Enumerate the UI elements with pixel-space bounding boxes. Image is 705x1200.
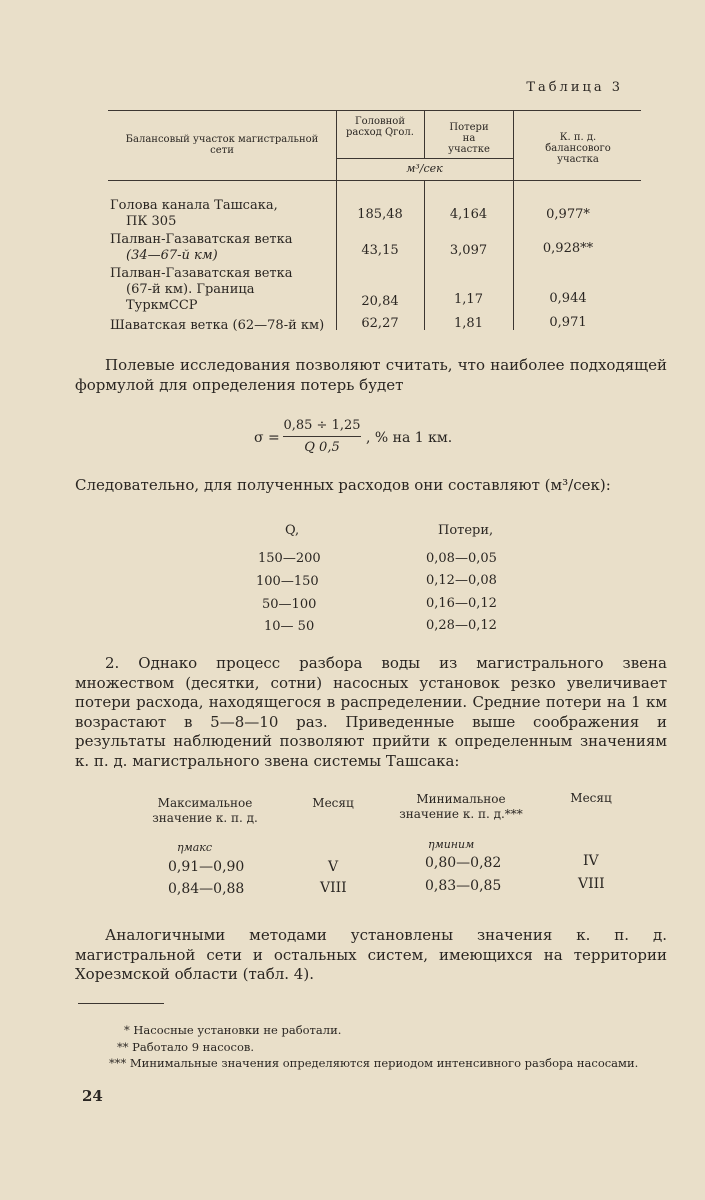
page-number: 24 — [82, 1087, 103, 1105]
row-name-line1: Палван-Газаватская ветка — [110, 232, 293, 247]
row-flow: 62,27 — [361, 316, 399, 331]
footnote-rule — [78, 1003, 164, 1004]
eff-symbol-min: ηминим — [428, 838, 475, 851]
table-row — [110, 266, 293, 314]
formula-rhs: , % на 1 км. — [366, 430, 453, 446]
row-name-line2: (34—67-й км) — [126, 248, 218, 263]
table-row — [110, 198, 278, 230]
eff-max-value: 0,84—0,88 — [168, 881, 245, 897]
losses-q: 50—100 — [262, 597, 317, 612]
row-loss: 3,097 — [449, 243, 488, 258]
losses-col-q: Q, — [285, 523, 300, 538]
losses-value: 0,12—0,08 — [426, 573, 497, 588]
footnote-2: ** Работало 9 насосов. — [117, 1040, 255, 1054]
table-header-rule — [108, 180, 641, 181]
eff-month2-value: IV — [583, 853, 599, 869]
paragraph-1 — [75, 356, 667, 395]
table-row — [110, 318, 324, 334]
eff-header-month2: Месяц — [570, 791, 612, 805]
header-head-flow: Головной расход Qгол. — [346, 116, 414, 138]
formula-lhs: σ = — [254, 430, 280, 446]
row-loss: 1,17 — [454, 292, 483, 307]
header-units: м³/сек — [406, 162, 443, 175]
footnote-3: *** Минимальные значения определяются периодом интенсивного разбора насосами. — [109, 1056, 639, 1070]
eff-header-min: Минимальное значение к. п. д.*** — [399, 792, 523, 821]
paragraph-4 — [75, 926, 667, 985]
row-eff: 0,977* — [546, 207, 590, 222]
row-name-line1: Палван-Газаватская ветка — [110, 266, 293, 281]
row-name-line1: Голова канала Ташсака, — [110, 198, 278, 213]
eff-max-value: 0,91—0,90 — [168, 859, 245, 875]
header-efficiency: К. п. д. балансового участка — [545, 132, 611, 165]
eff-min-value: 0,80—0,82 — [425, 855, 502, 871]
table-caption: Таблица 3 — [526, 80, 623, 95]
losses-q: 10— 50 — [264, 619, 315, 634]
row-name-line2: (67-й км). Граница — [126, 282, 255, 297]
balance-table — [108, 110, 641, 335]
losses-value: 0,28—0,12 — [426, 618, 497, 633]
row-name-line1: Шаватская ветка (62—78-й км) — [110, 318, 325, 333]
eff-month1-value: VIII — [320, 880, 347, 896]
header-section: Балансовый участок магистральной сети — [125, 134, 319, 156]
paragraph-4-text: Аналогичными методами установлены значения к. п. д. магистральной сети и остальных систем, имеющихся на территории Хорезмской области (табл. 4). — [75, 926, 667, 983]
footnote-1: * Насосные установки не работали. — [124, 1023, 342, 1037]
units-rule — [336, 158, 513, 159]
row-flow: 185,48 — [357, 207, 403, 222]
eff-symbol-max: ηмакс — [177, 841, 212, 854]
losses-value: 0,08—0,05 — [426, 551, 497, 566]
eff-min-value: 0,83—0,85 — [425, 878, 502, 894]
table-row — [110, 232, 293, 264]
row-eff: 0,971 — [549, 315, 587, 330]
losses-q: 150—200 — [258, 551, 321, 566]
eff-header-month1: Месяц — [312, 796, 354, 810]
paragraph-3-text: 2. Однако процесс разбора воды из магистрального звена множеством (десятки, сотни) насосных установок резко увеличивает потери расхода, находящегося в распределении. Средние потери на 1 км возрастают в 5—8—10 раз. Приведенные выше соображения и результаты наблюдений позволяют прийти к определенным значениям к. п. д. магистрального звена системы Ташсака: — [75, 654, 667, 770]
losses-col-loss: Потери, — [438, 523, 494, 538]
row-loss: 4,164 — [449, 207, 488, 222]
paragraph-3 — [75, 654, 667, 771]
row-name-line2: ПК 305 — [126, 214, 177, 229]
eff-month2-value: VIII — [578, 876, 605, 892]
row-eff: 0,928** — [542, 241, 594, 256]
eff-month1-value: V — [328, 859, 339, 875]
formula-denominator: Q 0,5 — [304, 440, 340, 455]
row-loss: 1,81 — [454, 316, 483, 331]
paragraph-2: Следовательно, для полученных расходов они составляют (м³/сек): — [75, 476, 611, 494]
row-name-line3: ТуркмССР — [126, 298, 198, 313]
header-losses: Потери на участке — [448, 122, 490, 155]
formula-numerator: 0,85 ÷ 1,25 — [283, 418, 361, 433]
losses-value: 0,16—0,12 — [426, 596, 497, 611]
col-divider-2a — [424, 110, 425, 158]
fraction-bar — [283, 436, 361, 437]
row-flow: 43,15 — [361, 243, 399, 258]
table-top-rule — [108, 110, 641, 111]
paragraph-1-text: Полевые исследования позволяют считать, что наиболее подходящей формулой для определения потерь будет — [75, 356, 667, 394]
row-eff: 0,944 — [549, 291, 587, 306]
losses-q: 100—150 — [256, 574, 319, 589]
row-flow: 20,84 — [361, 294, 399, 309]
eff-header-max: Максимальное значение к. п. д. — [152, 796, 258, 825]
